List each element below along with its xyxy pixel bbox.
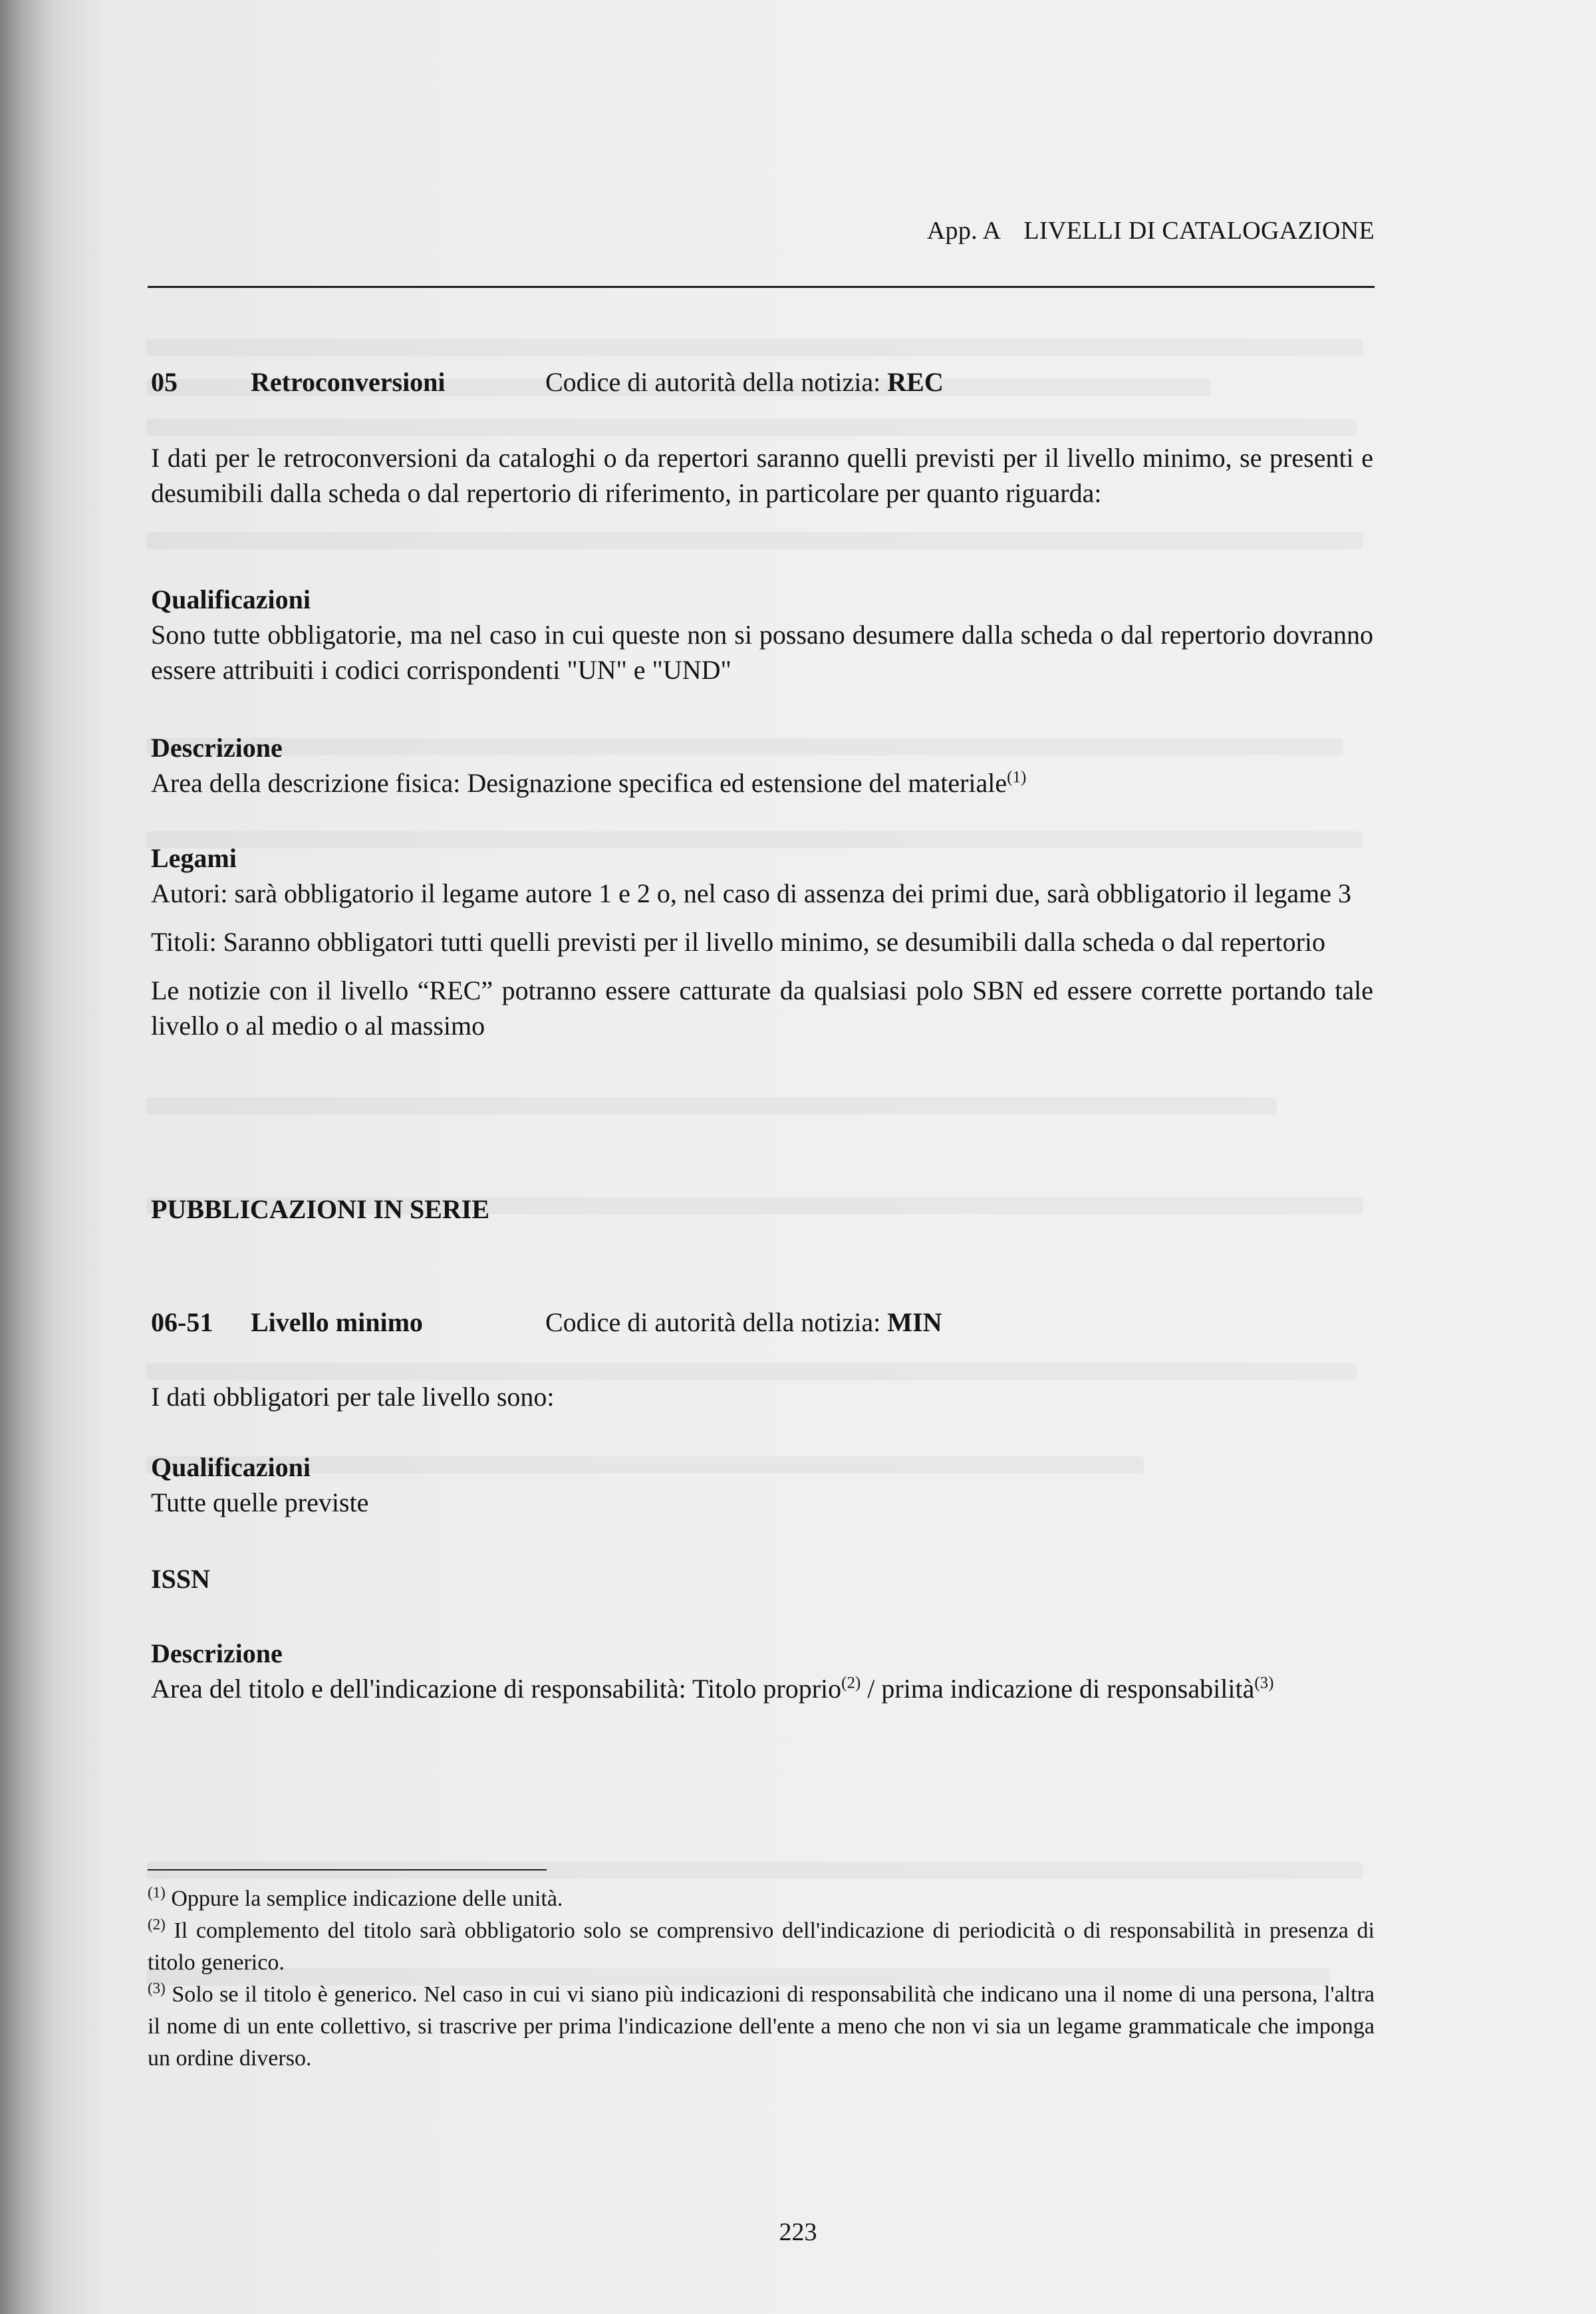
section-06-51-intro: I dati obbligatori per tale livello sono: xyxy=(151,1382,555,1412)
qualificazioni-text-2: Tutte quelle previste xyxy=(151,1487,369,1517)
legami-notizie: Le notizie con il livello “REC” potranno essere catturate da qualsiasi polo SBN ed essere corrette portando tale livello o al medio o al massimo xyxy=(151,975,1373,1041)
section-06-51-qualificazioni xyxy=(151,1450,1373,1520)
running-header xyxy=(148,216,1375,245)
footnote-ref-3: (3) xyxy=(1254,1674,1274,1692)
descrizione-text-2a: Area del titolo e dell'indicazione di responsabilità: Titolo proprio xyxy=(151,1674,842,1704)
footnote-3-text: Solo se il titolo è generico. Nel caso in cui vi siano più indicazioni di responsabilità che indicano una il nome di una persona, l'altra il nome di un ente collettivo, si trascrive per prima l'indicazione dell'ente a meno che non vi sia un legame grammaticale che imponga un ordine diverso. xyxy=(148,1982,1375,2071)
page-number: 223 xyxy=(779,2218,817,2246)
section-06-51-heading xyxy=(151,1305,1373,1340)
section-05-number: 05 xyxy=(151,367,178,397)
section-05-title: Retroconversioni xyxy=(251,367,446,397)
section-05-qualificazioni xyxy=(151,582,1373,688)
descrizione-text: Area della descrizione fisica: Designazione specifica ed estensione del materiale xyxy=(151,768,1007,798)
footnotes xyxy=(148,1883,1375,2075)
section-06-51-number: 06-51 xyxy=(151,1307,213,1337)
section-05-legami xyxy=(151,840,1373,1043)
descrizione-heading: Descrizione xyxy=(151,733,283,763)
footnote-1-mark: (1) xyxy=(148,1884,166,1901)
issn-title: ISSN xyxy=(151,1564,210,1594)
footnote-2-mark: (2) xyxy=(148,1916,166,1933)
header-rule xyxy=(148,286,1375,288)
footnote-rule xyxy=(148,1869,547,1870)
qualificazioni-heading: Qualificazioni xyxy=(151,584,311,614)
header-chapter: LIVELLI DI CATALOGAZIONE xyxy=(1023,217,1375,245)
section-06-51-authority-code: MIN xyxy=(887,1307,942,1337)
issn-heading xyxy=(151,1561,1373,1597)
section-05-descrizione xyxy=(151,730,1373,801)
footnote-ref-1: (1) xyxy=(1007,768,1027,787)
legami-autori: Autori: sarà obbligatorio il legame autore 1 e 2 o, nel caso di assenza dei primi due, sarà obbligatorio il legame 3 xyxy=(151,878,1351,908)
pubblicazioni-title: PUBBLICAZIONI IN SERIE xyxy=(151,1194,490,1224)
header-appendix: App. A xyxy=(926,217,1001,245)
descrizione-text-2b: / prima indicazione di responsabilità xyxy=(861,1674,1255,1704)
descrizione-text-2 xyxy=(151,1671,1373,1706)
footnote-2 xyxy=(148,1915,1375,1979)
qualificazioni-text: Sono tutte obbligatorie, ma nel caso in cui queste non si possano desumere dalla scheda o dal repertorio dovranno essere attribuiti i codici corrispondenti "UN" e "UND" xyxy=(151,620,1373,685)
section-05-heading xyxy=(151,364,1373,400)
section-05-authority-code: REC xyxy=(887,367,944,397)
footnote-1-text: Oppure la semplice indicazione delle unità. xyxy=(165,1886,563,1911)
descrizione-heading-2: Descrizione xyxy=(151,1638,283,1668)
legami-heading: Legami xyxy=(151,843,237,873)
section-06-51-title: Livello minimo xyxy=(251,1307,423,1337)
section-06-51-authority-label: Codice di autorità della notizia: xyxy=(545,1307,881,1337)
legami-titoli: Titoli: Saranno obbligatori tutti quelli previsti per il livello minimo, se desumibili dalla scheda o dal repertorio xyxy=(151,927,1326,957)
qualificazioni-heading-2: Qualificazioni xyxy=(151,1452,311,1482)
section-05-authority-label: Codice di autorità della notizia: xyxy=(545,367,881,397)
footnote-1 xyxy=(148,1883,1375,1915)
footnote-2-text: Il complemento del titolo sarà obbligatorio solo se comprensivo dell'indicazione di periodicità o di responsabilità in presenza di titolo generico. xyxy=(148,1918,1375,1975)
section-05-intro: I dati per le retroconversioni da cataloghi o da repertori saranno quelli previsti per il livello minimo, se presenti e desumibili dalla scheda o dal repertorio di riferimento, in particolare per quanto riguarda: xyxy=(151,443,1373,508)
footnote-ref-2: (2) xyxy=(841,1674,861,1692)
footnote-3-mark: (3) xyxy=(148,1980,166,1997)
footnote-3 xyxy=(148,1979,1375,2075)
section-06-51-descrizione xyxy=(151,1636,1373,1706)
pubblicazioni-heading xyxy=(151,1192,1373,1227)
